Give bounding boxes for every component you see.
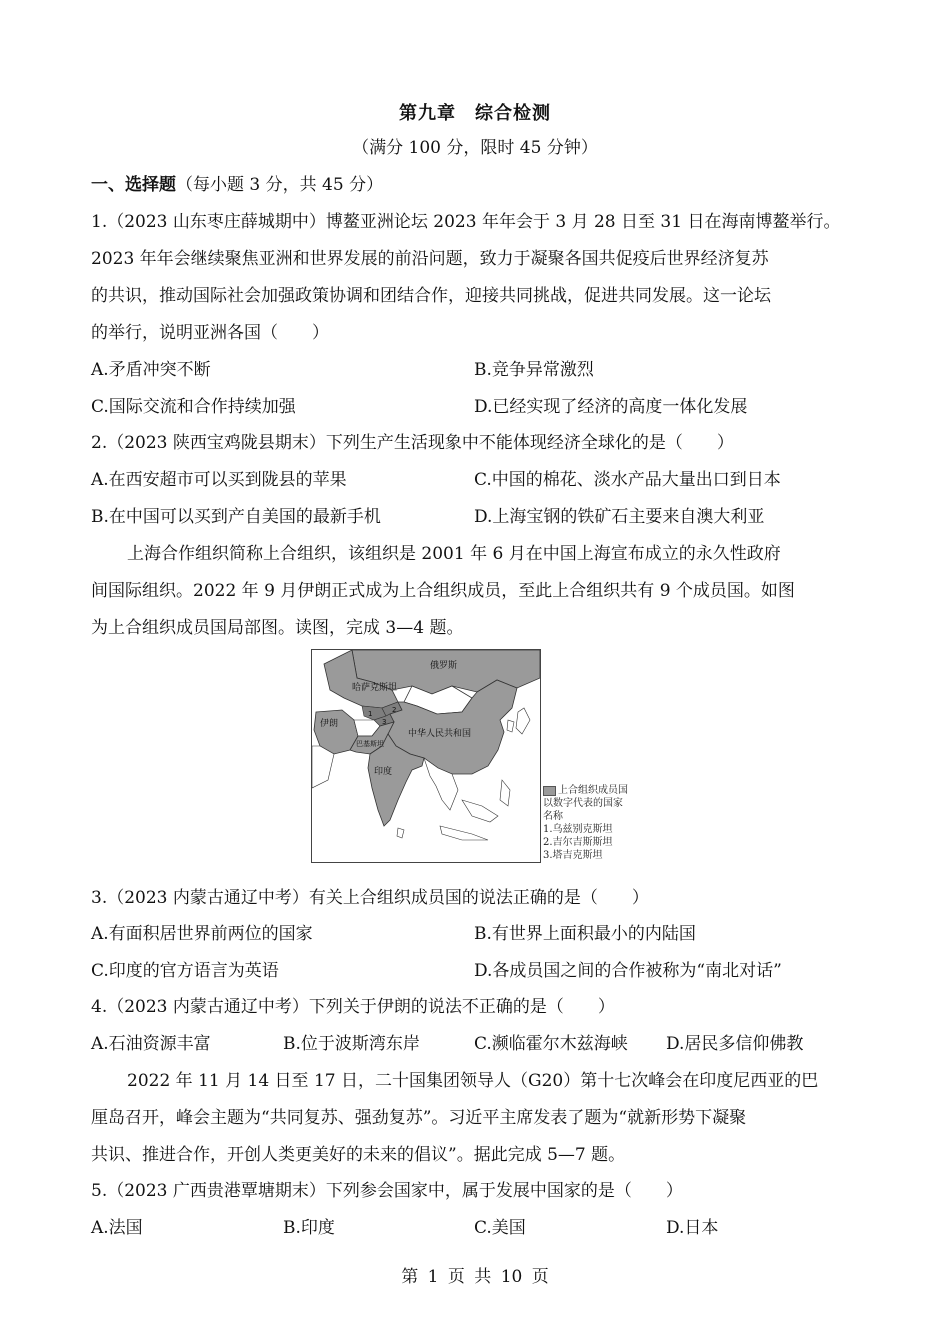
label-num2: 2	[392, 706, 397, 714]
q3-option-c: C.印度的官方语言为英语	[91, 961, 279, 981]
q1-line-4: 的举行，说明亚洲各国（ ）	[91, 323, 329, 343]
q1-option-b: B.竞争异常激烈	[474, 360, 594, 380]
q5-stem: 5.（2023 广西贵港覃塘期末）下列参会国家中，属于发展中国家的是（ ）	[91, 1181, 683, 1201]
label-iran: 伊朗	[320, 719, 339, 729]
q3-option-a: A.有面积居世界前两位的国家	[91, 924, 313, 944]
legend-line-1: 上合组织成员国	[558, 785, 628, 796]
q5-option-b: B.印度	[283, 1218, 335, 1238]
legend-line-2: 以数字代表的国家	[543, 798, 623, 809]
label-india: 印度	[374, 767, 393, 777]
q5-option-a: A.法国	[91, 1218, 143, 1238]
passage1-line-1: 上海合作组织简称上合组织，该组织是 2001 年 6 月在中国上海宣布成立的永久性政府	[127, 544, 781, 564]
section-note: （每小题 3 分，共 45 分）	[176, 175, 384, 195]
q3-option-b: B.有世界上面积最小的内陆国	[474, 924, 696, 944]
q4-option-b: B.位于波斯湾东岸	[283, 1034, 420, 1054]
q3-stem: 3.（2023 内蒙古通辽中考）有关上合组织成员国的说法正确的是（ ）	[91, 888, 649, 908]
q1-line-2: 2023 年年会继续聚焦亚洲和世界发展的前沿问题，致力于凝聚各国共促疫后世界经济复苏	[91, 249, 769, 269]
q2-option-d: D.上海宝钢的铁矿石主要来自澳大利亚	[474, 507, 765, 527]
legend-item-2: 2.吉尔吉斯斯坦	[543, 837, 613, 848]
label-pakistan: 巴基斯坦	[356, 740, 384, 748]
q2-option-b: B.在中国可以买到产自美国的最新手机	[91, 507, 381, 527]
q4-option-d: D.居民多信仰佛教	[666, 1034, 804, 1054]
label-num3: 3	[382, 718, 387, 726]
sco-map	[311, 649, 541, 863]
label-russia: 俄罗斯	[430, 661, 458, 671]
q4-option-c: C.濒临霍尔木兹海峡	[474, 1034, 628, 1054]
page-footer: 第 1 页 共 10 页	[401, 1267, 549, 1287]
q1-option-a: A.矛盾冲突不断	[91, 360, 211, 380]
q1-line-3: 的共识，推动国际社会加强政策协调和团结合作，迎接共同挑战，促进共同发展。这一论坛	[91, 286, 771, 306]
q2-option-a: A.在西安超市可以买到陇县的苹果	[91, 470, 347, 490]
q3-option-d: D.各成员国之间的合作被称为“南北对话”	[474, 961, 782, 981]
section-heading-line	[91, 174, 383, 196]
legend-item-1: 1.乌兹别克斯坦	[543, 824, 613, 835]
legend-item-3: 3.塔吉克斯坦	[543, 850, 603, 861]
page-title: 第九章 综合检测	[399, 103, 551, 124]
q2-option-c: C.中国的棉花、淡水产品大量出口到日本	[474, 470, 781, 490]
section-heading: 一、选择题	[91, 175, 176, 195]
passage1-line-2: 间国际组织。2022 年 9 月伊朗正式成为上合组织成员，至此上合组织共有 9 个成员国。如图	[91, 581, 795, 601]
q1-line-1: 1.（2023 山东枣庄薛城期中）博鳌亚洲论坛 2023 年年会于 3 月 28 日至 31 日在海南博鳌举行。	[91, 212, 841, 232]
label-num1: 1	[368, 710, 373, 718]
q4-option-a: A.石油资源丰富	[91, 1034, 211, 1054]
q5-option-d: D.日本	[666, 1218, 719, 1238]
passage2-line-1: 2022 年 11 月 14 日至 17 日，二十国集团领导人（G20）第十七次峰会在印度尼西亚的巴	[127, 1071, 819, 1091]
legend-member-row	[543, 784, 628, 797]
passage2-line-2: 厘岛召开，峰会主题为“共同复苏、强劲复苏”。习近平主席发表了题为“就新形势下凝聚	[91, 1108, 747, 1128]
q1-option-d: D.已经实现了经济的高度一体化发展	[474, 397, 748, 417]
passage2-line-3: 共识、推进合作，开创人类更美好的未来的倡议”。据此完成 5—7 题。	[91, 1145, 626, 1165]
q2-stem: 2.（2023 陕西宝鸡陇县期末）下列生产生活现象中不能体现经济全球化的是（ ）	[91, 433, 734, 453]
map-legend	[543, 784, 628, 862]
label-china: 中华人民共和国	[408, 729, 472, 739]
page-subtitle: （满分 100 分，限时 45 分钟）	[352, 138, 598, 158]
legend-line-3: 名称	[543, 811, 563, 822]
q4-stem: 4.（2023 内蒙古通辽中考）下列关于伊朗的说法不正确的是（ ）	[91, 997, 615, 1017]
sco-map-svg	[312, 650, 540, 862]
label-kazakhstan: 哈萨克斯坦	[352, 683, 398, 693]
q5-option-c: C.美国	[474, 1218, 526, 1238]
q1-option-c: C.国际交流和合作持续加强	[91, 397, 296, 417]
legend-member-swatch	[543, 786, 556, 796]
passage1-line-3: 为上合组织成员国局部图。读图，完成 3—4 题。	[91, 618, 464, 638]
